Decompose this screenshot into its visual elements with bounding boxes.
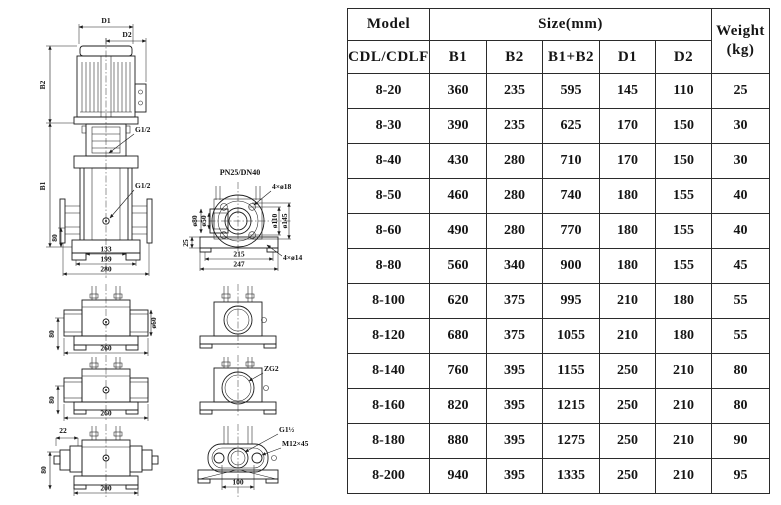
b2-cell: 375 (487, 319, 543, 354)
subheader-b1b2: B1+B2 (543, 41, 600, 74)
b2-cell: 395 (487, 424, 543, 459)
b1b2-cell: 1215 (543, 389, 600, 424)
subheader-b2: B2 (487, 41, 543, 74)
weight-cell: 55 (712, 284, 770, 319)
dim-label-80-view2: 80 (47, 330, 56, 338)
weight-cell: 40 (712, 214, 770, 249)
flange-top-view (181, 168, 303, 271)
d2-cell: 180 (656, 284, 712, 319)
dim-label-100: 100 (232, 477, 244, 487)
d2-cell: 155 (656, 249, 712, 284)
dim-label-80-main: 80 (50, 234, 59, 242)
b1-cell: 620 (430, 284, 487, 319)
d1-cell: 180 (600, 214, 656, 249)
d1-cell: 210 (600, 319, 656, 354)
dim-label-200: 200 (100, 483, 112, 493)
dim-label-199: 199 (100, 254, 112, 264)
d1-cell: 145 (600, 74, 656, 109)
b1b2-cell: 1155 (543, 354, 600, 389)
dim-label-dia110: ø110 (270, 213, 279, 229)
main-front-view (38, 16, 152, 278)
dim-label-80-view4: 80 (39, 466, 48, 474)
b1-cell: 560 (430, 249, 487, 284)
b2-cell: 280 (487, 214, 543, 249)
table-row (348, 109, 770, 144)
dim-label-215: 215 (233, 249, 245, 259)
d1-cell: 180 (600, 249, 656, 284)
model-cell: 8-80 (348, 249, 430, 284)
dim-label-dia60: ø60 (149, 317, 158, 329)
dim-label-b2: B2 (38, 80, 47, 90)
b1b2-cell: 625 (543, 109, 600, 144)
b1-cell: 760 (430, 354, 487, 389)
header-weight-bottom: (kg) (726, 42, 755, 58)
thread-label-g12-upper: G1/2 (135, 125, 151, 134)
d2-cell: 155 (656, 179, 712, 214)
bolt-label-4x14: 4×ø14 (283, 253, 303, 262)
d1-cell: 250 (600, 459, 656, 494)
base-view-c (39, 424, 158, 497)
d1-cell: 250 (600, 389, 656, 424)
b1b2-cell: 770 (543, 214, 600, 249)
base-view-b (47, 355, 148, 421)
weight-cell: 80 (712, 389, 770, 424)
pump-technical-drawing (0, 0, 347, 500)
port-view-c (198, 424, 309, 497)
b1-cell: 430 (430, 144, 487, 179)
b2-cell: 235 (487, 109, 543, 144)
table-row (348, 459, 770, 494)
dim-label-25: 25 (181, 239, 190, 247)
b2-cell: 235 (487, 74, 543, 109)
d1-cell: 180 (600, 179, 656, 214)
weight-cell: 30 (712, 109, 770, 144)
header-weight (712, 9, 770, 74)
table-row (348, 144, 770, 179)
table-row (348, 249, 770, 284)
flange-spec-label: PN25/DN40 (219, 168, 261, 177)
b2-cell: 280 (487, 144, 543, 179)
model-cell: 8-180 (348, 424, 430, 459)
b1b2-cell: 710 (543, 144, 600, 179)
dimension-table-pane (347, 8, 770, 494)
subheader-b1: B1 (430, 41, 487, 74)
weight-cell: 40 (712, 179, 770, 214)
table-row (348, 179, 770, 214)
b2-cell: 395 (487, 389, 543, 424)
port-view-a (200, 284, 276, 348)
thread-label-g12-lower: G1/2 (135, 181, 151, 190)
port-view-b (200, 355, 279, 416)
dim-label-133: 133 (100, 244, 112, 254)
dim-label-80-view3: 80 (47, 396, 56, 404)
terminal-box (135, 84, 146, 112)
dim-label-260-view3: 260 (100, 408, 112, 418)
table-subheader (348, 41, 770, 74)
model-cell: 8-120 (348, 319, 430, 354)
b1-cell: 880 (430, 424, 487, 459)
table-row (348, 389, 770, 424)
b1-cell: 390 (430, 109, 487, 144)
b1b2-cell: 900 (543, 249, 600, 284)
b2-cell: 395 (487, 459, 543, 494)
b1b2-cell: 595 (543, 74, 600, 109)
model-cell: 8-20 (348, 74, 430, 109)
dim-label-d1: D1 (101, 16, 111, 25)
table-row (348, 354, 770, 389)
table-row (348, 284, 770, 319)
weight-cell: 95 (712, 459, 770, 494)
d1-cell: 170 (600, 109, 656, 144)
d2-cell: 210 (656, 354, 712, 389)
model-cell: 8-30 (348, 109, 430, 144)
header-size: Size(mm) (430, 9, 712, 41)
b1-cell: 820 (430, 389, 487, 424)
d2-cell: 150 (656, 109, 712, 144)
dim-label-dia80: ø80 (190, 215, 199, 227)
d2-cell: 155 (656, 214, 712, 249)
b1-cell: 680 (430, 319, 487, 354)
weight-cell: 45 (712, 249, 770, 284)
d1-cell: 250 (600, 354, 656, 389)
b1b2-cell: 1055 (543, 319, 600, 354)
d2-cell: 210 (656, 459, 712, 494)
base-view-a (47, 284, 158, 356)
dimensions-table (347, 8, 770, 494)
b1-cell: 460 (430, 179, 487, 214)
dim-label-dia50: ø50 (199, 215, 208, 227)
dim-label-280: 280 (100, 264, 112, 274)
weight-cell: 30 (712, 144, 770, 179)
drawing-svg (0, 0, 347, 500)
thread-label-m12x45: M12×45 (282, 439, 309, 448)
b2-cell: 375 (487, 284, 543, 319)
dim-label-d2: D2 (122, 30, 132, 39)
b1b2-cell: 1335 (543, 459, 600, 494)
dim-label-260-view2: 260 (100, 343, 112, 353)
b1-cell: 360 (430, 74, 487, 109)
b1b2-cell: 995 (543, 284, 600, 319)
d1-cell: 210 (600, 284, 656, 319)
table-row (348, 319, 770, 354)
d2-cell: 150 (656, 144, 712, 179)
b1-cell: 940 (430, 459, 487, 494)
d1-cell: 170 (600, 144, 656, 179)
subheader-d1: D1 (600, 41, 656, 74)
table-header (348, 9, 770, 74)
header-weight-top: Weight (716, 23, 765, 40)
b2-cell: 280 (487, 179, 543, 214)
bolt-label-4x18: 4×ø18 (272, 182, 292, 191)
b2-cell: 340 (487, 249, 543, 284)
b1-cell: 490 (430, 214, 487, 249)
d1-cell: 250 (600, 424, 656, 459)
header-model: Model (348, 9, 430, 41)
subheader-series: CDL/CDLF (348, 41, 430, 74)
dim-label-22: 22 (59, 426, 67, 435)
dim-label-dia145: ø145 (280, 213, 289, 229)
model-cell: 8-200 (348, 459, 430, 494)
subheader-d2: D2 (656, 41, 712, 74)
b1b2-cell: 740 (543, 179, 600, 214)
d2-cell: 210 (656, 424, 712, 459)
d2-cell: 110 (656, 74, 712, 109)
model-cell: 8-40 (348, 144, 430, 179)
weight-cell: 90 (712, 424, 770, 459)
model-cell: 8-160 (348, 389, 430, 424)
table-row (348, 424, 770, 459)
model-cell: 8-50 (348, 179, 430, 214)
weight-cell: 25 (712, 74, 770, 109)
table-body (348, 74, 770, 494)
model-cell: 8-100 (348, 284, 430, 319)
weight-cell: 80 (712, 354, 770, 389)
d2-cell: 210 (656, 389, 712, 424)
dim-label-247: 247 (233, 259, 245, 269)
b1b2-cell: 1275 (543, 424, 600, 459)
table-row (348, 74, 770, 109)
d2-cell: 180 (656, 319, 712, 354)
dim-label-b1: B1 (38, 181, 47, 191)
thread-label-zg2: ZG2 (264, 364, 279, 373)
model-cell: 8-140 (348, 354, 430, 389)
table-row (348, 214, 770, 249)
thread-label-g1half: G1½ (279, 425, 295, 434)
weight-cell: 55 (712, 319, 770, 354)
model-cell: 8-60 (348, 214, 430, 249)
b2-cell: 395 (487, 354, 543, 389)
